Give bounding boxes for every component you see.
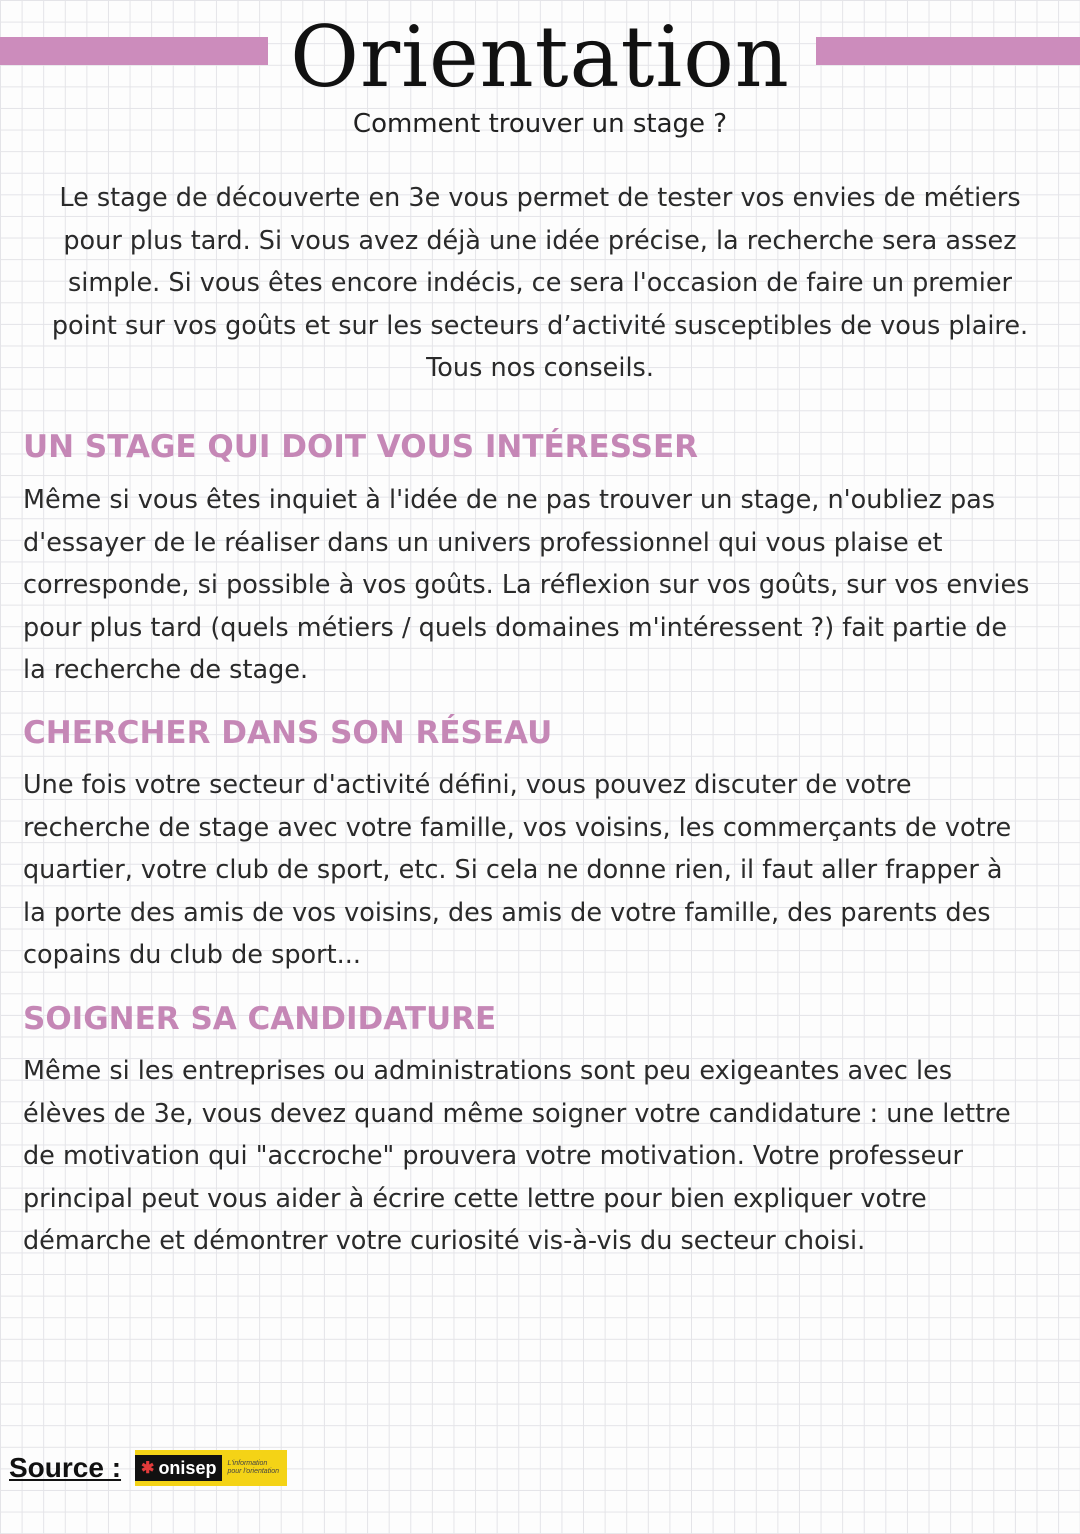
body-line: Même si vous êtes inquiet à l'idée de ne pas trouver un stage, n'oubliez pas — [23, 485, 996, 515]
body-line: recherche de stage avec votre famille, vos voisins, les commerçants de votre — [23, 812, 1012, 843]
footer — [9, 1450, 287, 1486]
intro-paragraph — [40, 177, 1040, 390]
onisep-wordmark — [135, 1455, 222, 1481]
body-line: Même si les entreprises ou administrations sont peu exigeantes avec les — [23, 1056, 953, 1086]
onisep-tagline-line: L'information — [227, 1460, 268, 1467]
body-line: démarche et démontrer votre curiosité vis-à-vis du secteur choisi. — [23, 1226, 866, 1257]
onisep-tagline — [227, 1460, 279, 1476]
section-body-candidature — [23, 1050, 1053, 1263]
section-heading-interesser: UN STAGE QUI DOIT VOUS INTÉRESSER — [23, 429, 699, 465]
body-line: pour plus tard (quels métiers / quels domaines m'intéressent ?) fait partie de — [23, 612, 1008, 643]
body-line: élèves de 3e, vous devez quand même soigner votre candidature : une lettre — [23, 1098, 1011, 1129]
body-line: la porte des amis de vos voisins, des amis de votre famille, des parents des — [23, 897, 991, 928]
section-body-interesser — [23, 479, 1053, 692]
source-label: Source : — [9, 1452, 122, 1483]
onisep-tagline-line: pour l'orientation — [227, 1468, 279, 1475]
section-heading-candidature: SOIGNER SA CANDIDATURE — [23, 1001, 497, 1037]
body-line: principal peut vous aider à écrire cette lettre pour bien expliquer votre — [23, 1183, 927, 1214]
intro-line: Le stage de découverte en 3e vous permet de tester vos envies de métiers — [59, 183, 1021, 213]
intro-line: simple. Si vous êtes encore indécis, ce sera l'occasion de faire un premier — [68, 268, 1012, 299]
body-line: Une fois votre secteur d'activité défini, vous pouvez discuter de votre — [23, 770, 912, 800]
intro-line: pour plus tard. Si vous avez déjà une idée précise, la recherche sera assez — [63, 225, 1017, 256]
page-title: Orientation — [290, 8, 790, 106]
onisep-logo-text: onisep — [158, 1457, 217, 1478]
body-line: la recherche de stage. — [23, 655, 309, 686]
body-line: quartier, votre club de sport, etc. Si cela ne donne rien, il faut aller frapper à — [23, 855, 1003, 886]
onisep-logo[interactable] — [135, 1450, 287, 1486]
body-line: corresponde, si possible à vos goûts. La réflexion sur vos goûts, sur vos envies — [23, 570, 1030, 601]
onisep-star-icon: ✱ — [141, 1460, 155, 1477]
page-subtitle: Comment trouver un stage ? — [352, 109, 728, 139]
body-line: copains du club de sport... — [23, 940, 361, 971]
body-line: de motivation qui "accroche" prouvera votre motivation. Votre professeur — [23, 1141, 963, 1172]
intro-line: point sur vos goûts et sur les secteurs d’activité susceptibles de vous plaire. — [51, 310, 1029, 341]
section-heading-reseau: CHERCHER DANS SON RÉSEAU — [23, 715, 553, 751]
section-body-reseau — [23, 764, 1053, 977]
intro-line: Tous nos conseils. — [426, 353, 654, 384]
body-line: d'essayer de le réaliser dans un univers professionnel qui vous plaise et — [23, 527, 943, 558]
